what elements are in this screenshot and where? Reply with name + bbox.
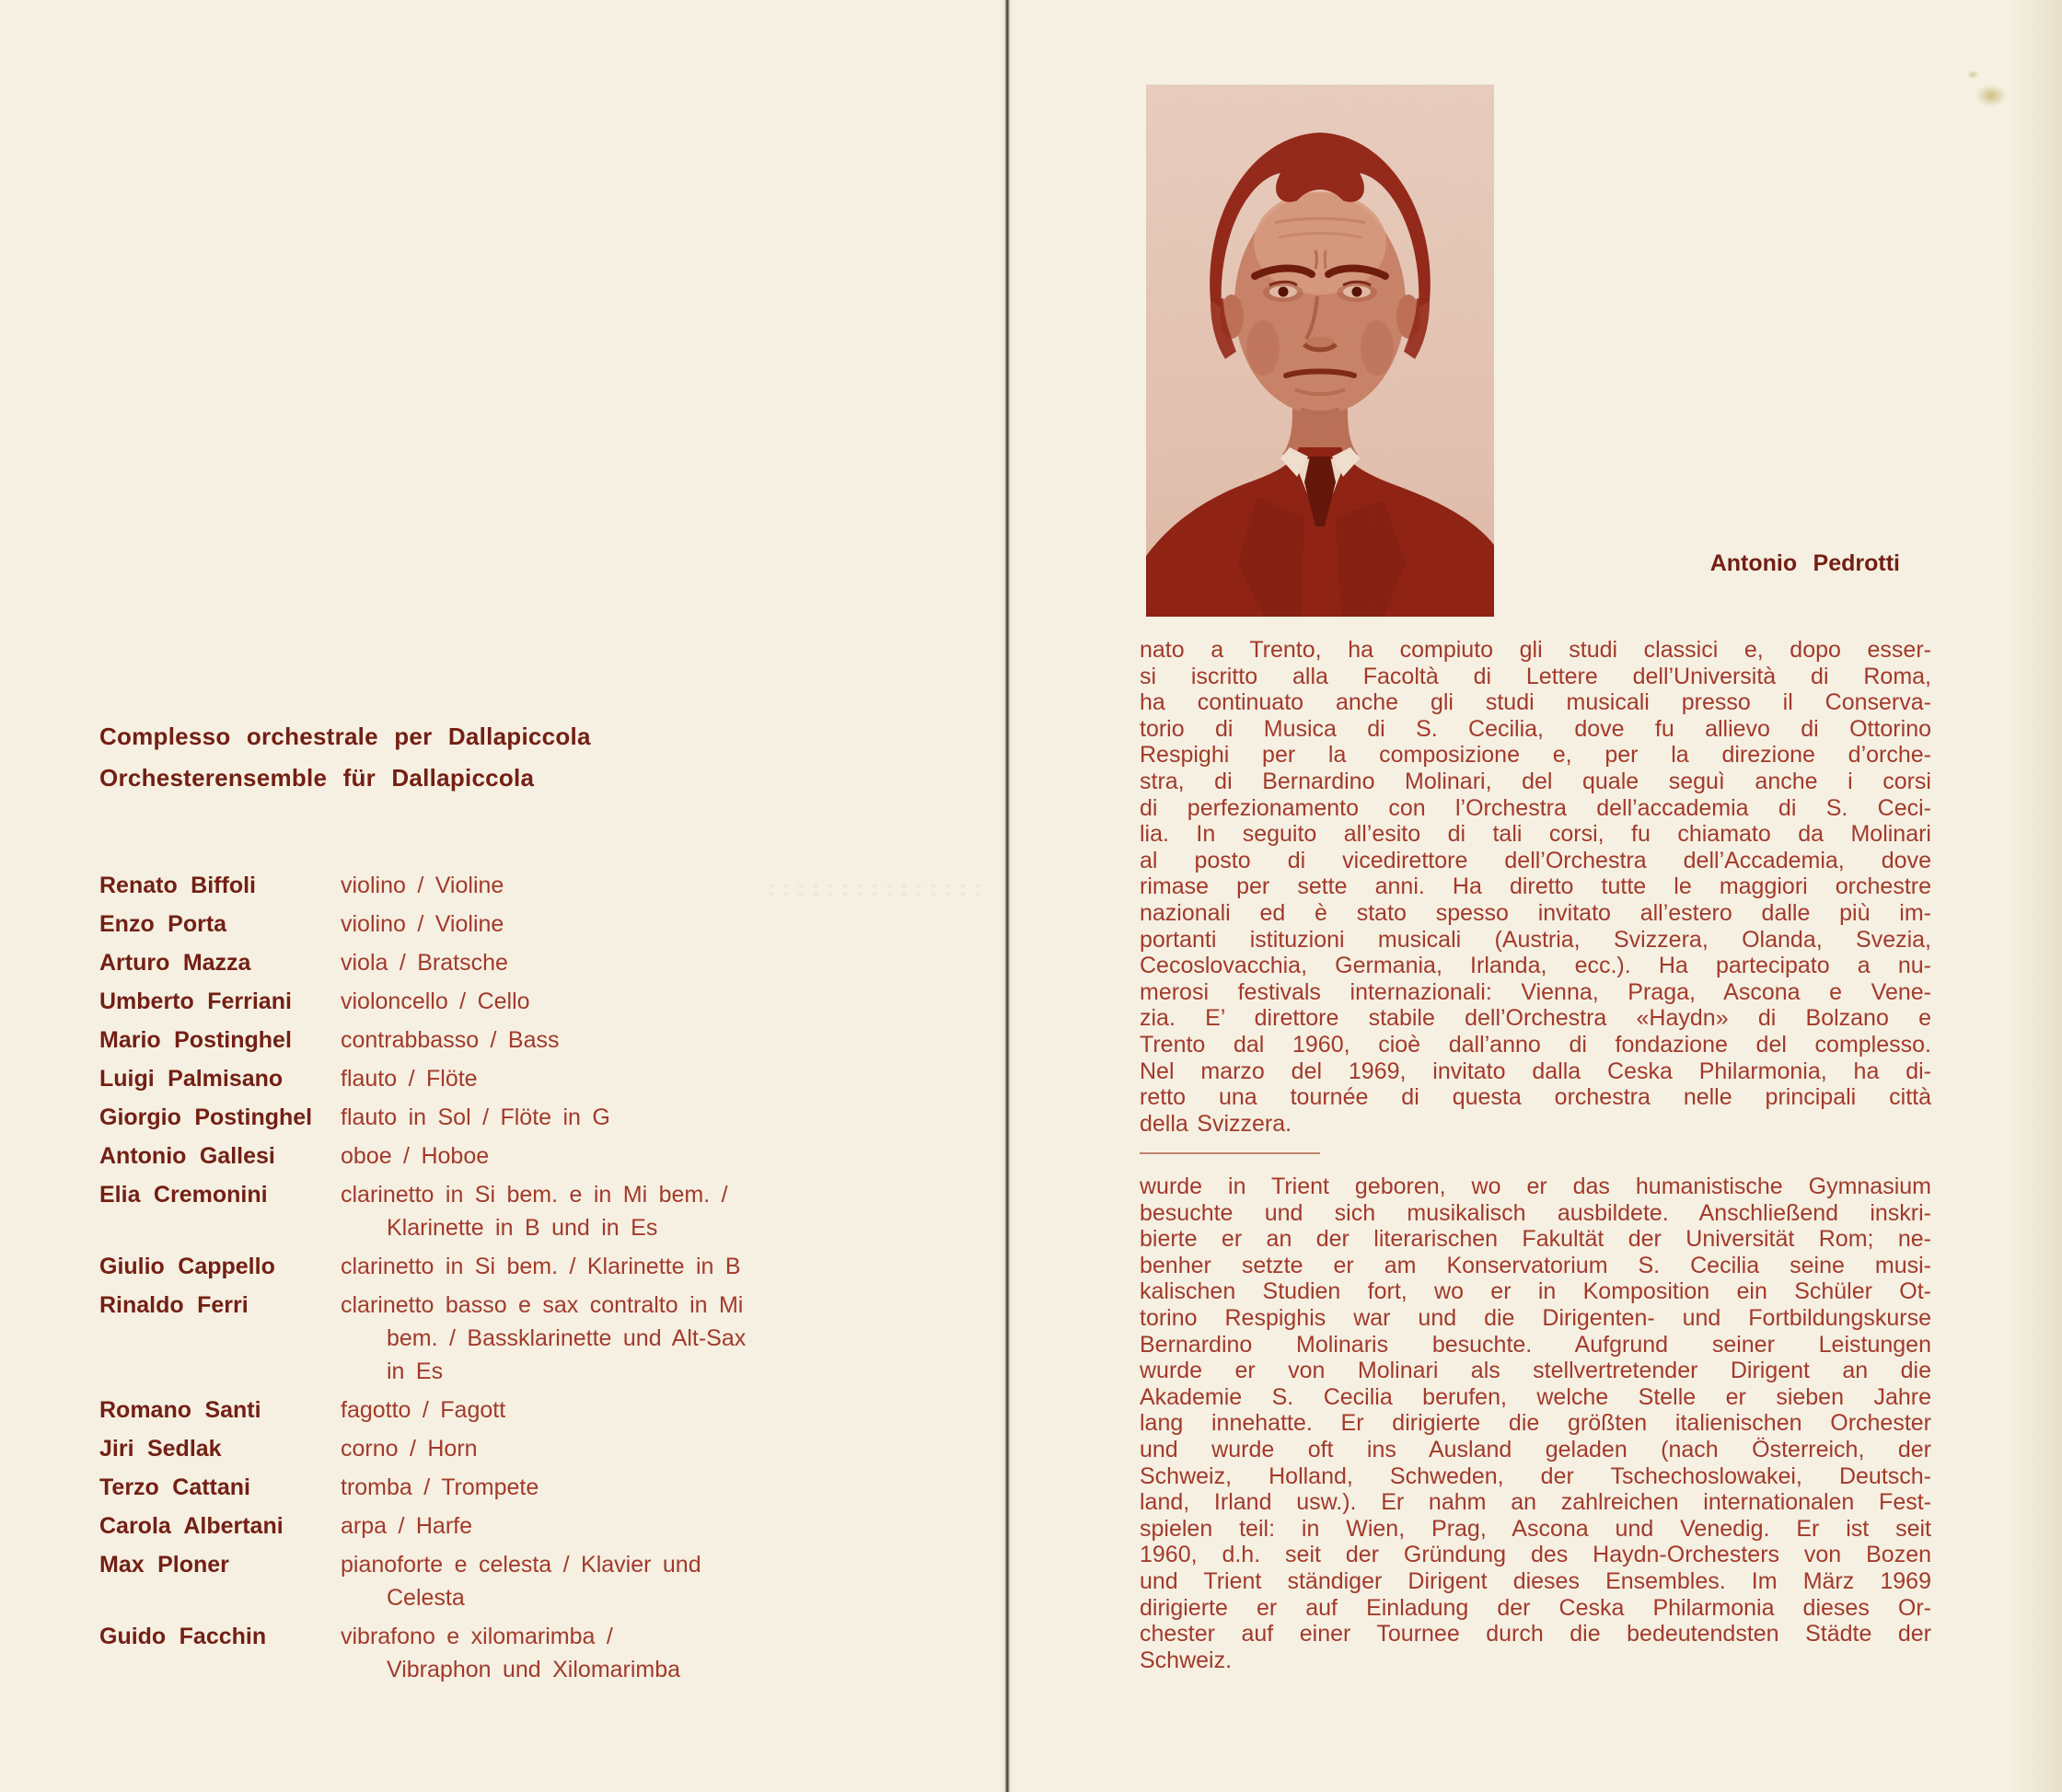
musician-name: Terzo Cattani <box>99 1474 250 1500</box>
section-divider-rule <box>1140 1152 1320 1154</box>
bio-line: Cecoslovacchia, Germania, Irlanda, ecc.). Ha partecipato a nu- <box>1140 953 1931 979</box>
bio-line: chester auf einer Tournee durch die bedeutendsten Städte der <box>1140 1621 1931 1647</box>
photo-caption: Antonio Pedrotti <box>1709 550 1900 576</box>
musician-instrument <box>341 1250 965 1283</box>
musician-name: Giorgio Postinghel <box>99 1104 313 1130</box>
instrument-line: violino / Violine <box>341 873 504 898</box>
bio-line: wurde in Trient geboren, wo er das humanistische Gymnasium <box>1140 1173 1931 1199</box>
roster-row <box>99 946 965 979</box>
instrument-line: clarinetto basso e sax contralto in Mi <box>341 1292 744 1318</box>
musician-name: Antonio Gallesi <box>99 1143 275 1169</box>
roster-row <box>99 1250 965 1283</box>
bio-line: zia. E’ direttore stabile dell’Orchestra «Haydn» di Bolzano e <box>1140 1005 1931 1032</box>
bio-line: land, Irland usw.). Er nahm an zahlreichen internationalen Fest- <box>1140 1489 1931 1516</box>
bio-line: merosi festivals internazionali: Vienna, Praga, Ascona e Vene- <box>1140 978 1931 1005</box>
bio-line: nazionali ed è stato spesso invitato all’estero dalle più im- <box>1140 899 1931 926</box>
bio-line: torio di Musica di S. Cecilia, dove fu allievo di Ottorino <box>1140 715 1931 742</box>
ensemble-title-german: Orchesterensemble für Dallapiccola <box>99 764 535 792</box>
musician-instrument <box>341 946 965 979</box>
roster-row <box>99 908 965 941</box>
bio-line: Respighi per la composizione e, per la direzione d’orche- <box>1140 742 1931 769</box>
bio-line: Schweiz. <box>1140 1647 1233 1673</box>
bio-line: spielen teil: in Wien, Prag, Ascona und Venedig. Er ist seit <box>1140 1515 1931 1542</box>
roster-row <box>99 1178 965 1244</box>
musician-name: Umberto Ferriani <box>99 988 292 1014</box>
instrument-line: bem. / Bassklarinette und Alt-Sax <box>387 1325 747 1351</box>
bio-line: retto una tournée di questa orchestra nelle principali città <box>1140 1084 1931 1111</box>
paper-stain-small <box>1966 70 1979 79</box>
musician-name: Enzo Porta <box>99 911 227 937</box>
musician-name: Carola Albertani <box>99 1513 284 1539</box>
musician-name: Max Ploner <box>99 1552 229 1578</box>
bio-german <box>1140 1173 1931 1673</box>
instrument-line: clarinetto in Si bem. / Klarinette in B <box>341 1254 741 1279</box>
bio-line: lia. In seguito all’esito di tali corsi, fu chiamato da Molinari <box>1140 821 1931 848</box>
bio-line: bierte er an der literarischen Fakultät der Universität Rom; ne- <box>1140 1226 1931 1253</box>
ensemble-title-italian: Complesso orchestrale per Dallapiccola <box>99 723 591 750</box>
instrument-line: flauto in Sol / Flöte in G <box>341 1104 610 1130</box>
bio-line: stra, di Bernardino Molinari, del quale seguì anche i corsi <box>1140 768 1931 794</box>
instrument-line: fagotto / Fagott <box>341 1397 506 1423</box>
roster-row <box>99 1062 965 1095</box>
musician-name: Arturo Mazza <box>99 950 251 976</box>
roster-row <box>99 1101 965 1134</box>
instrument-line: Klarinette in B und in Es <box>387 1215 658 1241</box>
musician-instrument <box>341 985 965 1018</box>
musician-name: Guido Facchin <box>99 1624 267 1649</box>
bio-line: Nel marzo del 1969, invitato dalla Ceska Philarmonia, ha di- <box>1140 1058 1931 1084</box>
musician-name: Giulio Cappello <box>99 1254 275 1279</box>
bio-line: Trento dal 1960, cioè dall’anno di fondazione del complesso. <box>1140 1031 1931 1058</box>
instrument-line: tromba / Trompete <box>341 1474 539 1500</box>
bio-line: portanti istituzioni musicali (Austria, Svizzera, Olanda, Svezia, <box>1140 926 1931 953</box>
musician-name: Rinaldo Ferri <box>99 1292 249 1318</box>
musician-instrument <box>341 1471 965 1504</box>
antonio-pedrotti-photo <box>1146 85 1494 617</box>
paper-stain <box>1975 85 2007 107</box>
roster-row <box>99 1139 965 1173</box>
instrument-line: viola / Bratsche <box>341 950 508 976</box>
instrument-line: Celesta <box>387 1585 465 1611</box>
bio-line: und Trient ständiger Dirigent dieses Ensembles. Im März 1969 <box>1140 1567 1931 1594</box>
bio-line: rimase per sette anni. Ha diretto tutte le maggiori orchestre <box>1140 873 1931 900</box>
roster-row <box>99 985 965 1018</box>
bio-line: nato a Trento, ha compiuto gli studi classici e, dopo esser- <box>1140 637 1931 663</box>
bio-line: benher setzte er am Konservatorium S. Cecilia seine musi- <box>1140 1252 1931 1278</box>
roster-row <box>99 1393 965 1427</box>
instrument-line: contrabbasso / Bass <box>341 1027 560 1053</box>
ink-offset-ghost <box>764 882 985 900</box>
musician-instrument <box>341 1023 965 1057</box>
bio-line: wurde er von Molinari als stellvertretender Dirigent an die <box>1140 1358 1931 1384</box>
bio-line: und wurde oft ins Ausland geladen (nach Österreich, der <box>1140 1436 1931 1463</box>
instrument-line: Vibraphon und Xilomarimba <box>387 1657 681 1682</box>
instrument-line: flauto / Flöte <box>341 1066 478 1092</box>
bio-line: kalischen Studien fort, wo er in Komposition ein Schüler Ot- <box>1140 1278 1931 1305</box>
roster-row <box>99 1509 965 1543</box>
roster-row <box>99 1471 965 1504</box>
instrument-line: clarinetto in Si bem. e in Mi bem. / <box>341 1182 728 1208</box>
musician-instrument <box>341 1178 965 1244</box>
musician-name: Elia Cremonini <box>99 1182 268 1208</box>
musician-instrument <box>341 1062 965 1095</box>
musician-instrument <box>341 1620 965 1686</box>
bio-italian <box>1140 637 1931 1137</box>
instrument-line: pianoforte e celesta / Klavier und <box>341 1552 701 1578</box>
instrument-line: vibrafono e xilomarimba / <box>341 1624 613 1649</box>
instrument-line: oboe / Hoboe <box>341 1143 490 1169</box>
bio-line: Schweiz, Holland, Schweden, der Tschechoslowakei, Deutsch- <box>1140 1463 1931 1489</box>
roster-row <box>99 1023 965 1057</box>
bio-line: Bernardino Molinaris besuchte. Aufgrund seiner Leistungen <box>1140 1331 1931 1358</box>
bio-line: della Svizzera. <box>1140 1110 1292 1137</box>
musicians-roster <box>99 869 965 1692</box>
roster-row <box>99 1620 965 1686</box>
musician-instrument <box>341 1139 965 1173</box>
musician-name: Renato Biffoli <box>99 873 256 898</box>
musician-name: Mario Postinghel <box>99 1027 292 1053</box>
bio-line: dirigierte er auf Einladung der Ceska Philarmonia dieses Or- <box>1140 1594 1931 1621</box>
bio-line: lang innehatte. Er dirigierte die größten italienischen Orchester <box>1140 1410 1931 1437</box>
page-edge-shade <box>2009 0 2062 1792</box>
bio-line: besuchte und sich musikalisch ausbildete. Anschließend inskri- <box>1140 1199 1931 1226</box>
bio-line: torino Respighis war und die Dirigenten- und Fortbildungskurse <box>1140 1304 1931 1331</box>
musician-instrument <box>341 1548 965 1614</box>
instrument-line: corno / Horn <box>341 1436 478 1462</box>
musician-instrument <box>341 1432 965 1465</box>
bio-line: di perfezionamento con l’Orchestra dell’accademia di S. Ceci- <box>1140 794 1931 821</box>
instrument-line: violoncello / Cello <box>341 988 530 1014</box>
bio-line: si iscritto alla Facoltà di Lettere dell’Università di Roma, <box>1140 663 1931 689</box>
musician-instrument <box>341 1509 965 1543</box>
roster-row <box>99 1432 965 1465</box>
ensemble-header <box>99 716 591 799</box>
roster-row <box>99 1548 965 1614</box>
musician-instrument <box>341 1101 965 1134</box>
musician-instrument <box>341 1393 965 1427</box>
bio-line: Akademie S. Cecilia berufen, welche Stelle er sieben Jahre <box>1140 1383 1931 1410</box>
booklet-spine-fold <box>1002 0 1013 1792</box>
musician-name: Jiri Sedlak <box>99 1436 222 1462</box>
musician-instrument <box>341 908 965 941</box>
instrument-line: in Es <box>387 1358 444 1384</box>
portrait-illustration <box>1146 85 1494 617</box>
instrument-line: arpa / Harfe <box>341 1513 473 1539</box>
musician-name: Luigi Palmisano <box>99 1066 284 1092</box>
musician-instrument <box>341 1289 965 1388</box>
bio-line: al posto di vicedirettore dell’Orchestra dell’Accademia, dove <box>1140 847 1931 873</box>
musician-name: Romano Santi <box>99 1397 261 1423</box>
bio-line: ha continuato anche gli studi musicali presso il Conserva- <box>1140 689 1931 716</box>
instrument-line: violino / Violine <box>341 911 504 937</box>
bio-line: 1960, d.h. seit der Gründung des Haydn-Orchesters von Bozen <box>1140 1542 1931 1568</box>
roster-row <box>99 1289 965 1388</box>
